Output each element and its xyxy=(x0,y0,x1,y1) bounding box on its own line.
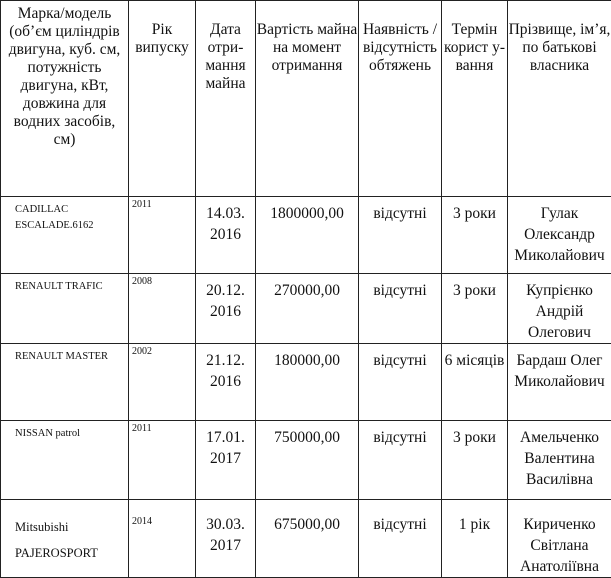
owner-cell: Купрієнко Андрій Олегович xyxy=(508,274,611,344)
header-model: Марка/модель (об’єм циліндрів двигуна, куб. см, потужність двигуна, кВт, довжина для водних засобів, см) xyxy=(1,1,129,197)
term-cell: 3 роки xyxy=(442,274,508,344)
encumbrance-cell: відсутні xyxy=(359,197,442,274)
model-cell xyxy=(1,274,129,344)
model-cell xyxy=(1,421,129,500)
encumbrance-cell: відсутні xyxy=(359,274,442,344)
year-cell: 2002 xyxy=(129,344,196,421)
model-cell xyxy=(1,344,129,421)
header-year: Рік випуску xyxy=(129,1,196,197)
table-row xyxy=(1,197,611,274)
header-owner: Прізвище, ім’я, по батькові власника xyxy=(508,1,611,197)
year-cell: 2011 xyxy=(129,197,196,274)
date-cell: 17.01. 2017 xyxy=(196,421,256,500)
encumbrance-cell: відсутні xyxy=(359,500,442,578)
value-cell: 1800000,00 xyxy=(256,197,359,274)
table-row xyxy=(1,274,611,344)
term-cell: 1 рік xyxy=(442,500,508,578)
value-cell: 750000,00 xyxy=(256,421,359,500)
owner-cell: Кириченко Світлана Анатоліївна xyxy=(508,500,611,578)
model-line1: CADILLAC xyxy=(15,202,128,218)
model-line1: RENAULT TRAFIC xyxy=(15,279,128,295)
date-cell: 21.12. 2016 xyxy=(196,344,256,421)
owner-cell: Бардаш Олег Миколайович xyxy=(508,344,611,421)
header-encumbrance: Наявність / відсутність обтяжень xyxy=(359,1,442,197)
year-cell: 2011 xyxy=(129,421,196,500)
model-line1: NISSAN patrol xyxy=(15,426,128,442)
model-cell xyxy=(1,500,129,578)
table-row xyxy=(1,344,611,421)
value-cell: 270000,00 xyxy=(256,274,359,344)
term-cell: 3 роки xyxy=(442,421,508,500)
value-cell: 180000,00 xyxy=(256,344,359,421)
owner-cell: Амельченко Валентина Василівна xyxy=(508,421,611,500)
year-cell: 2008 xyxy=(129,274,196,344)
encumbrance-cell: відсутні xyxy=(359,421,442,500)
header-value: Вартість майна на момент отримання xyxy=(256,1,359,197)
term-cell: 6 місяців xyxy=(442,344,508,421)
model-line2: PAJEROSPORT xyxy=(15,540,128,566)
date-cell: 30.03. 2017 xyxy=(196,500,256,578)
model-cell xyxy=(1,197,129,274)
encumbrance-cell: відсутні xyxy=(359,344,442,421)
table-row xyxy=(1,421,611,500)
header-row xyxy=(1,1,611,197)
header-term: Термін корист у-вання xyxy=(442,1,508,197)
year-cell: 2014 xyxy=(129,500,196,578)
date-cell: 20.12. 2016 xyxy=(196,274,256,344)
model-line1: RENAULT MASTER xyxy=(15,349,128,365)
owner-cell: Гулак Олександр Миколайович xyxy=(508,197,611,274)
model-line2: ESCALADE.6162 xyxy=(15,218,128,234)
header-date: Дата отри-мання майна xyxy=(196,1,256,197)
value-cell: 675000,00 xyxy=(256,500,359,578)
model-line1: Mitsubishi xyxy=(15,514,128,540)
table-row xyxy=(1,500,611,578)
date-cell: 14.03. 2016 xyxy=(196,197,256,274)
term-cell: 3 роки xyxy=(442,197,508,274)
